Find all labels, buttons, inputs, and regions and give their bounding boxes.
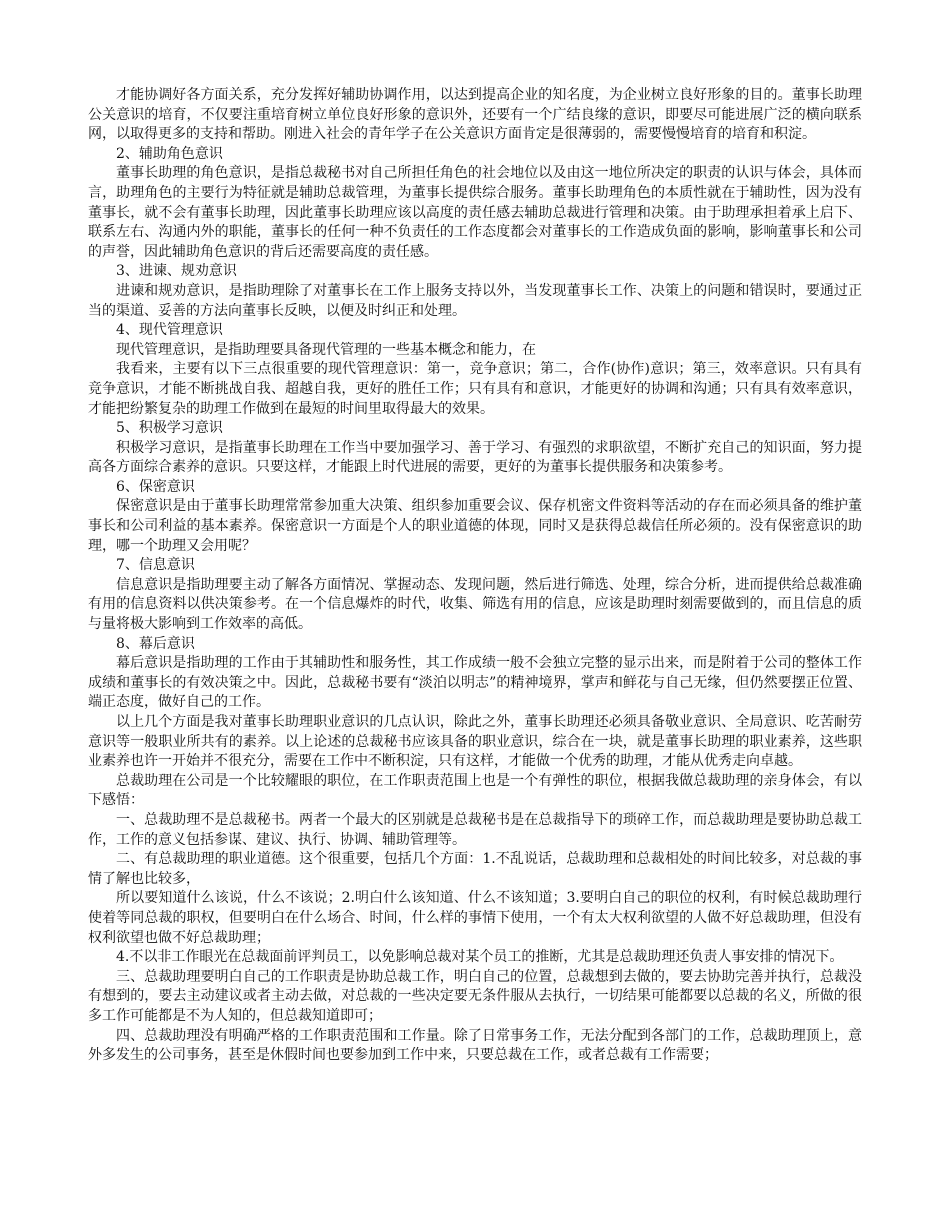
paragraph-assistant-intro: 总裁助理在公司是一个比较耀眼的职位，在工作职责范围上也是一个有弹性的职位，根据我做总裁助理的亲身体会，有以下感悟：: [88, 772, 862, 809]
paragraph-point-two-cont: 所以要知道什么该说，什么不该说；2.明白什么该知道、什么不该知道；3.要明白自己的职位的权利，有时候总裁助理行使着等同总裁的职权，但要明白在什么场合、时间，什么样的事情下使用，一个有太大权利欲望的人做不好总裁助理，但没有权利欲望也做不好总裁助理；: [88, 890, 862, 946]
paragraph-modern-management: 我看来，主要有以下三点很重要的现代管理意识：第一，竞争意识；第二，合作(协作)意识；第三，效率意识。只有具有竞争意识，才能不断挑战自我、超越自我，更好的胜任工作；只有具有和意识，才能更好的协调和沟通；只有具有效率意识，才能把纷繁复杂的助理工作做到在最短的时间里取得最大的效果。: [88, 361, 862, 417]
paragraph-point-two: 二、有总裁助理的职业道德。这个很重要，包括几个方面：1.不乱说话，总裁助理和总裁相处的时间比较多，对总裁的事情了解也比较多，: [88, 851, 862, 887]
paragraph-point-one: 一、总裁助理不是总裁秘书。两者一个最大的区别就是总裁秘书是在总裁指导下的琐碎工作，而总裁助理是要协助总裁工作，工作的意义包括参谋、建议、执行、协调、辅助管理等。: [88, 811, 862, 848]
heading-advise: 3、进谏、规劝意识: [116, 263, 237, 280]
paragraph-modern-management-intro: 现代管理意识，是指助理要具备现代管理的一些基本概念和能力，在: [116, 341, 536, 358]
paragraph-information: 信息意识是指助理要主动了解各方面情况、掌握动态、发现问题，然后进行筛选、处理，综合分析，进而提供给总裁准确有用的信息资料以供决策参考。在一个信息爆炸的时代，收集、筛选有用的信息，应该是助理时刻需要做到的，而且信息的质与量将极大影响到工作效率的高低。: [88, 576, 862, 633]
heading-confidentiality: 6、保密意识: [116, 478, 195, 495]
paragraph-public-relations: 才能协调好各方面关系，充分发挥好辅助协调作用，以达到提高企业的知名度，为企业树立良好形象的目的。董事长助理公关意识的培育，不仅要注重培育树立单位良好形象的意识外，还要有一个广结良缘的意识，即要尽可能进展广泛的横向联系网，以取得更多的支持和帮助。刚进入社会的青年学子在公关意识方面肯定是很薄弱的，需要慢慢培育的培育和积淀。: [88, 87, 862, 143]
heading-modern-management: 4、现代管理意识: [116, 322, 223, 339]
paragraph-confidentiality: 保密意识是由于董事长助理常常参加重大决策、组织参加重要会议、保存机密文件资料等活动的存在而必须具备的维护董事长和公司利益的基本素养。保密意识一方面是个人的职业道德的体现，同时又是获得总裁信任所必须的。没有保密意识的助理，哪一个助理又会用呢？: [88, 498, 862, 554]
paragraph-point-three: 三、总裁助理要明白自己的工作职责是协助总裁工作，明白自己的位置，总裁想到去做的，要去协助完善并执行，总裁没有想到的，要去主动建议或者主动去做，对总裁的一些决定要无条件服从去执行，一切结果可能都要以总裁的名义，所做的很多工作可能都是不为人知的，但总裁知道即可；: [88, 968, 862, 1024]
paragraph-advise: 进谏和规劝意识，是指助理除了对董事长在工作上服务支持以外，当发现董事长工作、决策上的问题和错误时，要通过正当的渠道、妥善的方法向董事长反映，以便及时纠正和处理。: [88, 282, 862, 319]
heading-learning: 5、积极学习意识: [116, 420, 223, 437]
paragraph-assist-role: 董事长助理的角色意识，是指总裁秘书对自己所担任角色的社会地位以及由这一地位所决定的职责的认识与体会，具体而言，助理角色的主要行为特征就是辅助总裁管理，为董事长提供综合服务。董事长助理角色的本质性就在于辅助性，因为没有董事长，就不会有董事长助理，因此董事长助理应该以高度的责任感去辅助总裁进行管理和决策。由于助理承担着承上启下、联系左右、沟通内外的职能，董事长的任何一种不负责任的工作态度都会对董事长的工作造成负面的影响，影响董事长和公司的声誉，因此辅助角色意识的背后还需要高度的责任感。: [88, 165, 862, 260]
paragraph-learning: 积极学习意识，是指董事长助理在工作当中要加强学习、善于学习、有强烈的求职欲望，不断扩充自己的知识面，努力提高各方面综合素养的意识。只要这样，才能跟上时代进展的需要，更好的为董事长提供服务和决策参考。: [88, 439, 862, 476]
document-body: [88, 86, 862, 1066]
paragraph-point-four: 四、总裁助理没有明确严格的工作职责范围和工作量。除了日常事务工作，无法分配到各部门的工作，总裁助理顶上，意外多发生的公司事务，甚至是休假时间也要参加到工作中来，只要总裁在工作，或者总裁有工作需要；: [88, 1027, 862, 1064]
heading-information: 7、信息意识: [116, 557, 195, 574]
paragraph-behind-scenes: 幕后意识是指助理的工作由于其辅助性和服务性，其工作成绩一般不会独立完整的显示出来，而是附着于公司的整体工作成绩和董事长的有效决策之中。因此，总裁秘书要有“淡泊以明志”的精神境界，掌声和鲜花与自己无缘，但仍然要摆正位置、端正态度，做好自己的工作。: [88, 655, 862, 711]
paragraph-point-two-item-four: 4.不以非工作眼光在总裁面前评判员工，以免影响总裁对某个员工的推断，尤其是总裁助理还负责人事安排的情况下。: [116, 949, 844, 966]
heading-assist-role: 2、辅助角色意识: [116, 145, 223, 162]
paragraph-summary: 以上几个方面是我对董事长助理职业意识的几点认识，除此之外，董事长助理还必须具备敬业意识、全局意识、吃苦耐劳意识等一般职业所共有的素养。以上论述的总裁秘书应该具备的职业意识，综合在一块，就是董事长助理的职业素养，这些职业素养也许一开始并不很充分，需要在工作中不断积淀，只有这样，才能做一个优秀的助理，才能从优秀走向卓越。: [88, 714, 862, 770]
heading-behind-scenes: 8、幕后意识: [116, 635, 195, 652]
